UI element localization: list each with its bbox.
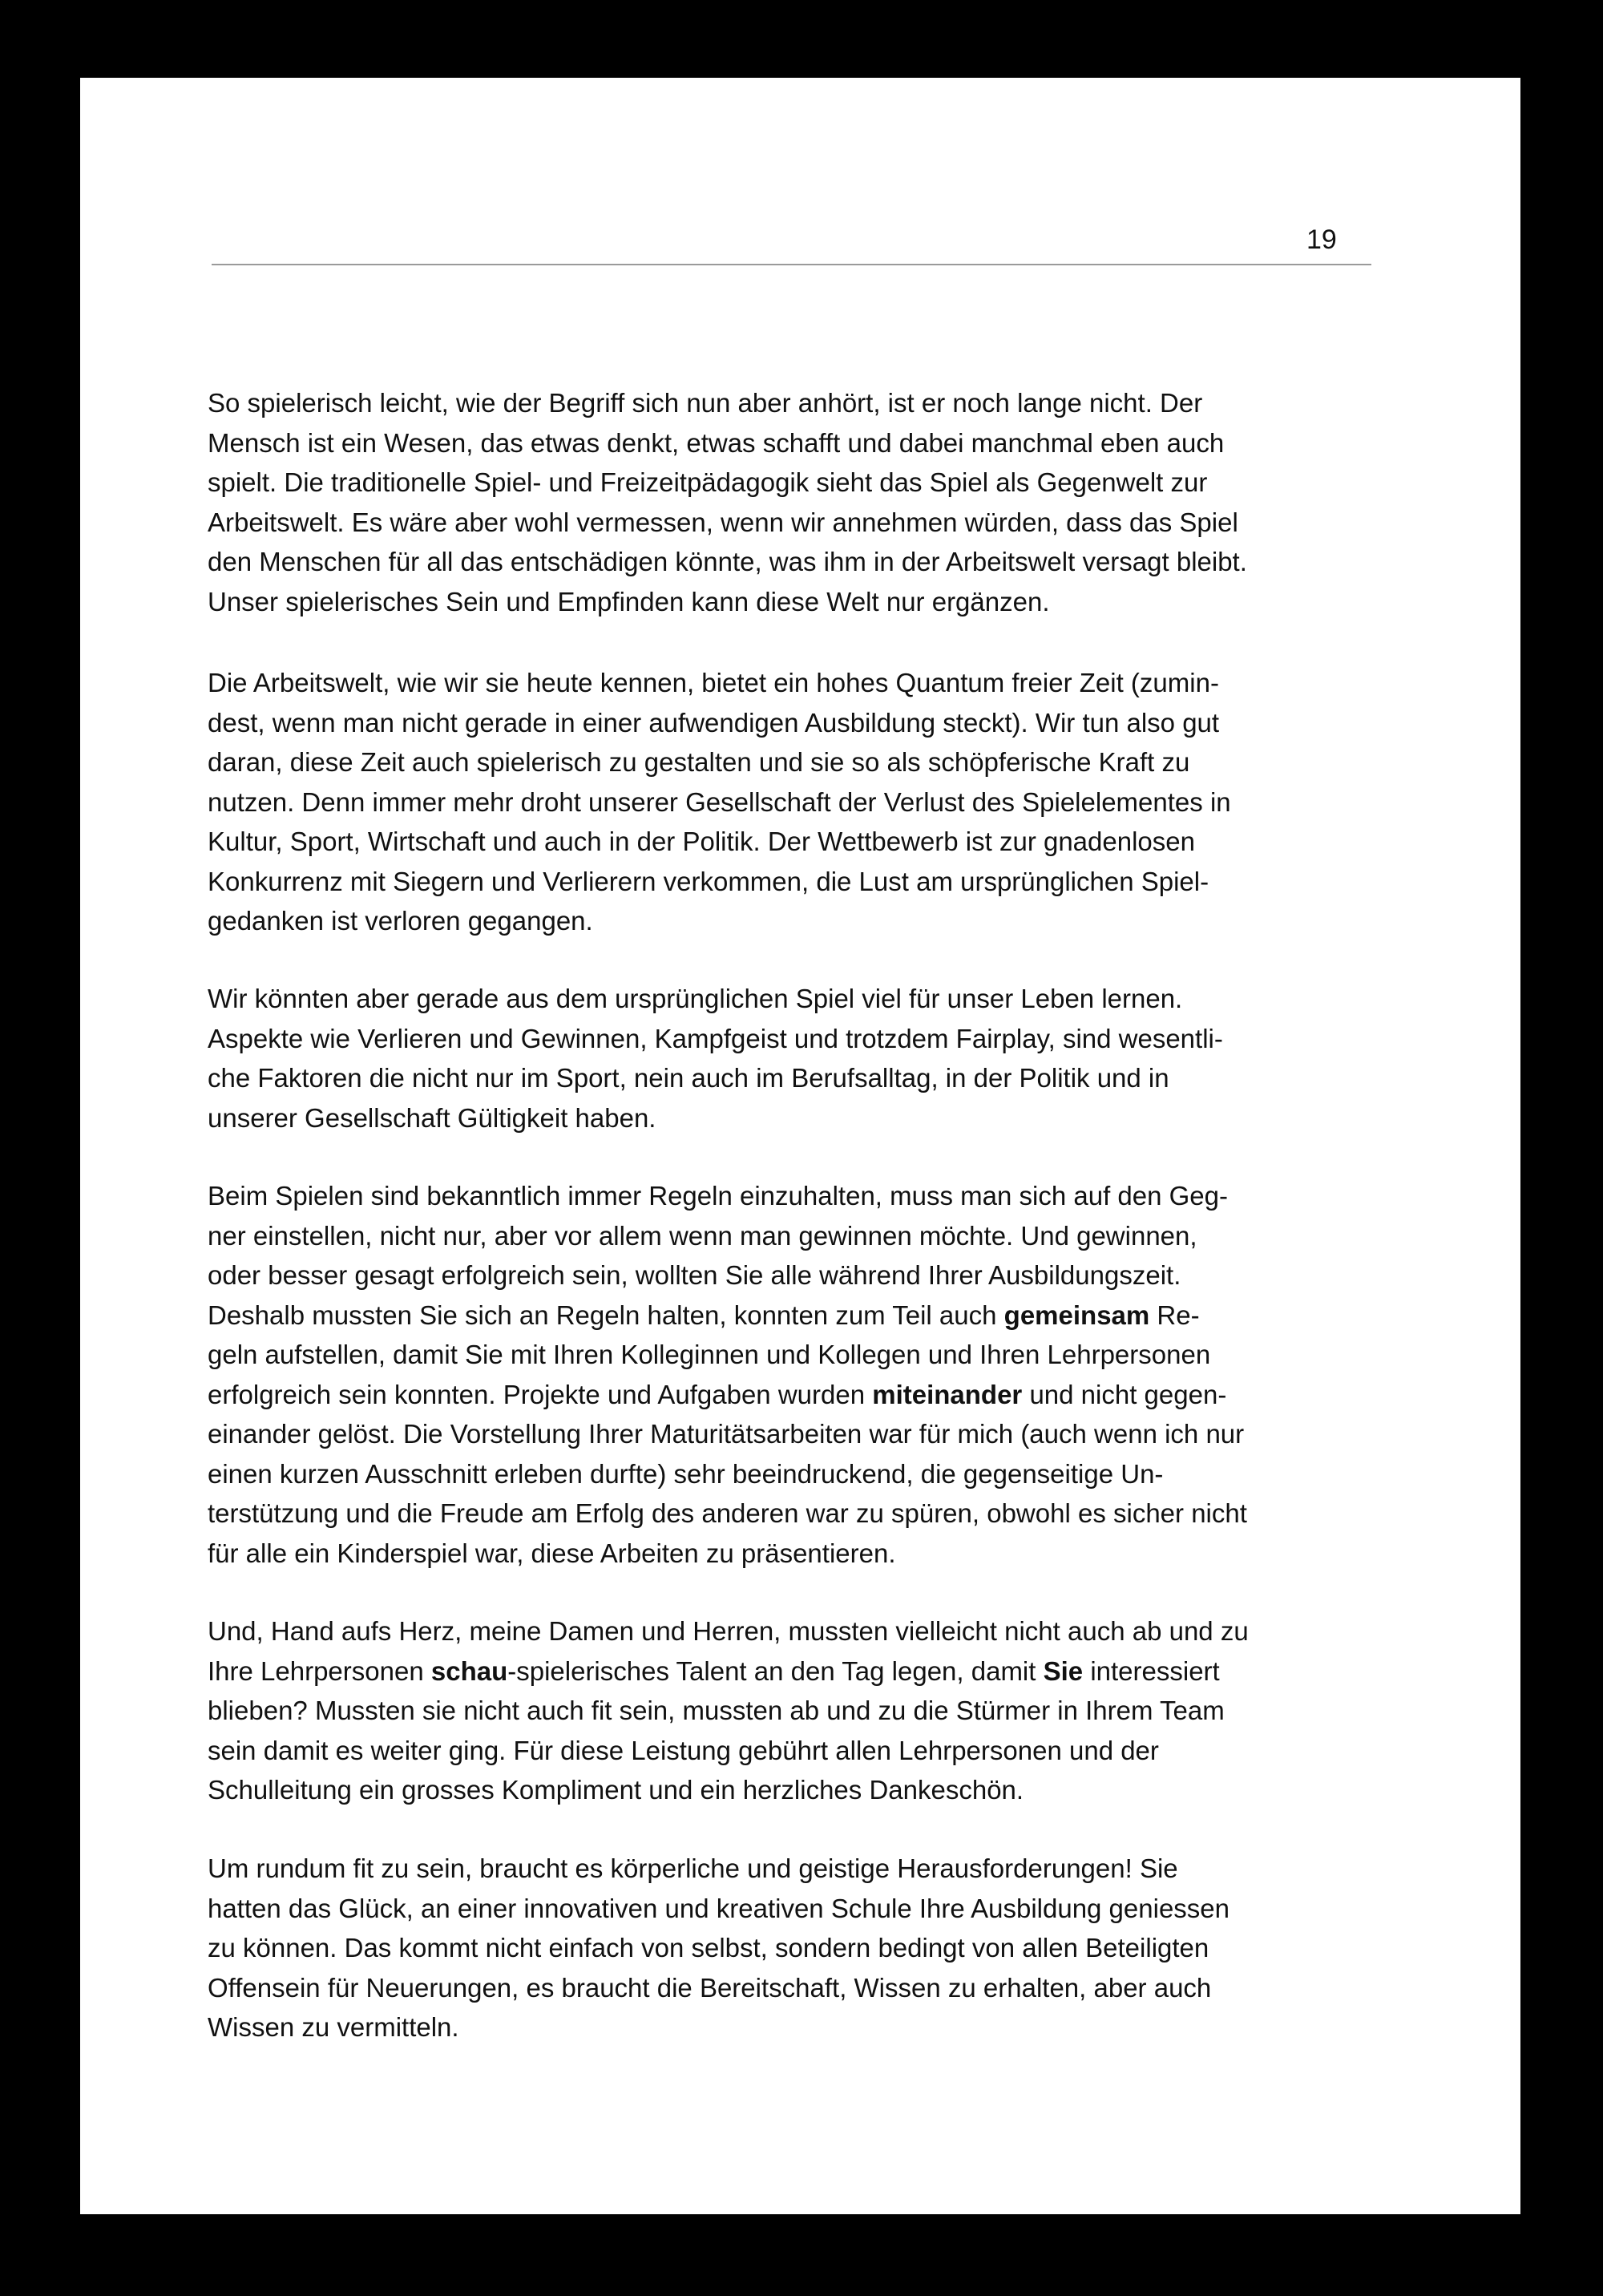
paragraph-5 [208, 1611, 1386, 1810]
text-line: daran, diese Zeit auch spielerisch zu gestalten und sie so als schöpferische Kraft zu [208, 747, 1190, 777]
text-line: Schulleitung ein grosses Kompliment und ein herzliches Dankeschön. [208, 1775, 1024, 1805]
text-line: für alle ein Kinderspiel war, diese Arbeiten zu präsentieren. [208, 1538, 896, 1568]
text-line: nutzen. Denn immer mehr droht unserer Gesellschaft der Verlust des Spielelementes in [208, 786, 1231, 817]
text-run: erfolgreich sein konnten. Projekte und Aufgaben wurden [208, 1379, 873, 1409]
text-line [208, 1296, 1386, 1336]
paragraph-4 [208, 1176, 1386, 1573]
text-run: Ihre Lehrpersonen [208, 1655, 431, 1686]
emphasis-miteinander: miteinander [872, 1379, 1023, 1409]
text-line: Unser spielerisches Sein und Empfinden kann diese Welt nur ergänzen. [208, 586, 1050, 616]
emphasis-gemeinsam: gemeinsam [1003, 1300, 1150, 1330]
text-line: Offensein für Neuerungen, es braucht die Bereitschaft, Wissen zu erhalten, aber auch [208, 1972, 1212, 2003]
text-line: Mensch ist ein Wesen, das etwas denkt, etwas schafft und dabei manchmal eben auch [208, 427, 1225, 458]
text-line: einander gelöst. Die Vorstellung Ihrer Maturitätsarbeiten war für mich (auch wenn ich nur [208, 1419, 1245, 1449]
text-line: Arbeitswelt. Es wäre aber wohl vermessen, wenn wir annehmen würden, dass das Spiel [208, 507, 1238, 537]
paragraph-6 [208, 1849, 1386, 2047]
emphasis-sie: Sie [1043, 1655, 1084, 1686]
text-line: Wir könnten aber gerade aus dem ursprünglichen Spiel viel für unser Leben lernen. [208, 984, 1183, 1013]
text-line: Die Arbeitswelt, wie wir sie heute kennen, bietet ein hohes Quantum freier Zeit (zumin- [208, 668, 1219, 697]
text-line: dest, wenn man nicht gerade in einer aufwendigen Ausbildung steckt). Wir tun also gut [208, 707, 1220, 738]
text-line [208, 1651, 1386, 1692]
paragraph-1 [208, 383, 1386, 621]
text-run: Deshalb mussten Sie sich an Regeln halten, konnten zum Teil auch [208, 1300, 1004, 1330]
text-line: Wissen zu vermitteln. [208, 2012, 459, 2042]
text-run: Re- [1149, 1300, 1200, 1330]
text-line: zu können. Das kommt nicht einfach von selbst, sondern bedingt von allen Beteiligten [208, 1933, 1209, 1963]
text-line: ner einstellen, nicht nur, aber vor allem wenn man gewinnen möchte. Und gewinnen, [208, 1220, 1197, 1251]
text-line: che Faktoren die nicht nur im Sport, nein auch im Berufsalltag, in der Politik und in [208, 1063, 1169, 1093]
text-line: sein damit es weiter ging. Für diese Leistung gebührt allen Lehrpersonen und der [208, 1735, 1159, 1765]
text-line: terstützung und die Freude am Erfolg des anderen war zu spüren, obwohl es sicher nicht [208, 1498, 1247, 1528]
emphasis-schau: schau [430, 1655, 508, 1686]
paragraph-2 [208, 663, 1386, 941]
text-line: So spielerisch leicht, wie der Begriff sich nun aber anhört, ist er noch lange nicht. Der [208, 388, 1203, 418]
text-line: Konkurrenz mit Siegern und Verlierern verkommen, die Lust am ursprünglichen Spiel- [208, 866, 1209, 896]
text-line: unserer Gesellschaft Gültigkeit haben. [208, 1102, 656, 1133]
text-line: Aspekte wie Verlieren und Gewinnen, Kampfgeist und trotzdem Fairplay, sind wesentli- [208, 1023, 1223, 1053]
page-number: 19 [1306, 224, 1337, 255]
text-line: spielt. Die traditionelle Spiel- und Freizeitpädagogik sieht das Spiel als Gegenwelt zur [208, 467, 1208, 497]
text-line: den Menschen für all das entschädigen könnte, was ihm in der Arbeitswelt versagt bleibt. [208, 547, 1247, 576]
text-line: Um rundum fit zu sein, braucht es körperliche und geistige Herausforderungen! Sie [208, 1853, 1178, 1883]
text-line [208, 1375, 1386, 1415]
header-rule [212, 264, 1371, 265]
text-line: Und, Hand aufs Herz, meine Damen und Herren, mussten vielleicht nicht auch ab und zu [208, 1616, 1249, 1646]
text-line: geln aufstellen, damit Sie mit Ihren Kolleginnen und Kollegen und Ihren Lehrpersonen [208, 1340, 1211, 1369]
text-line: oder besser gesagt erfolgreich sein, wollten Sie alle während Ihrer Ausbildungszeit. [208, 1260, 1181, 1290]
text-line: hatten das Glück, an einer innovativen und kreativen Schule Ihre Ausbildung geniessen [208, 1893, 1230, 1923]
text-run: und nicht gegen- [1022, 1379, 1227, 1409]
text-run: -spielerisches Talent an den Tag legen, damit [507, 1655, 1044, 1686]
text-line: gedanken ist verloren gegangen. [208, 906, 593, 936]
paragraph-3 [208, 979, 1386, 1138]
text-line: Beim Spielen sind bekanntlich immer Regeln einzuhalten, muss man sich auf den Geg- [208, 1181, 1228, 1211]
text-line: einen kurzen Ausschnitt erleben durfte) sehr beeindruckend, die gegenseitige Un- [208, 1458, 1164, 1489]
text-line: Kultur, Sport, Wirtschaft und auch in der Politik. Der Wettbewerb ist zur gnadenlosen [208, 827, 1195, 856]
text-line: blieben? Mussten sie nicht auch fit sein, mussten ab und zu die Stürmer in Ihrem Team [208, 1696, 1225, 1725]
text-run: interessiert [1083, 1655, 1220, 1686]
